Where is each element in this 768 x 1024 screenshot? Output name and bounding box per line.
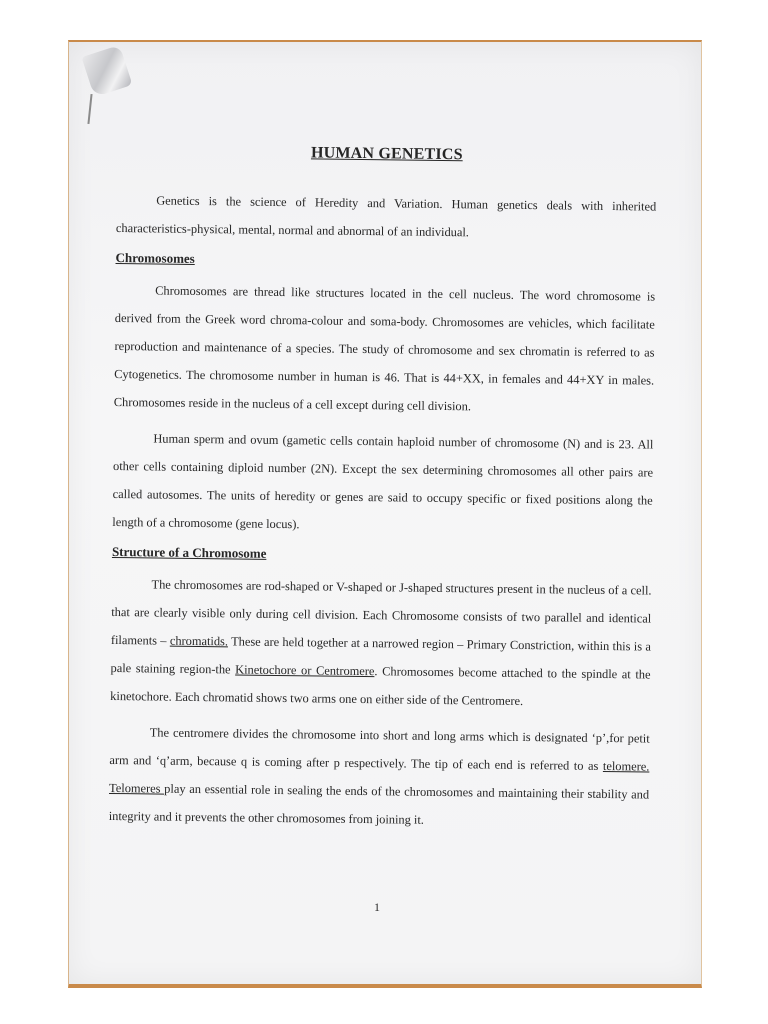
structure-text-b: These are held together at a narrowed region – Primary Constriction, within this is a pale staining region-the bbox=[110, 634, 651, 677]
pen-mark bbox=[87, 94, 92, 124]
intro-paragraph: Genetics is the science of Heredity and Variation. Human genetics deals with inherited characteristics-physical, mental, normal and abnormal of an individual. bbox=[115, 193, 657, 240]
structure-paragraph-1 bbox=[110, 570, 652, 717]
chromosomes-paragraph-1: Chromosomes are thread like structures located in the cell nucleus. The word chromosome is derived from the Greek word chroma-colour and soma-body. Chromosomes are vehicles, which facilitate reproduction and maintenance of a species. The study of chromosome and sex chromatin is referred to as Cytogenetics. The chromosome number in human is 46. That is 44+XX, in females and 44+XY in males. Chromosomes reside in the nucleus of a cell except during cell division. bbox=[113, 283, 656, 414]
staple-icon bbox=[81, 45, 132, 97]
structure-text-d: The centromere divides the chromosome into short and long arms which is designated ‘p’,for petit arm and ‘q’arm, because q is coming after p respectively. The tip of each end is referred to as bbox=[109, 725, 650, 773]
page-text bbox=[108, 142, 656, 845]
chromosomes-paragraph-2: Human sperm and ovum (gametic cells contain haploid number of chromosome (N) and is 23. All other cells containing diploid number (2N). Except the sex determining chromosomes all other pairs are called autosomes. The units of heredity or genes are said to occupy specific or fixed positions along the length of a chromosome (gene locus). bbox=[112, 431, 654, 532]
section-heading-structure: Structure of a Chromosome bbox=[111, 543, 267, 561]
term-chromatids: chromatids. bbox=[169, 633, 229, 649]
document-page bbox=[68, 40, 702, 988]
term-telomere: telomere. bbox=[602, 758, 650, 774]
section-heading-chromosomes: Chromosomes bbox=[115, 249, 195, 266]
page-title: HUMAN GENETICS bbox=[310, 144, 463, 164]
term-centromere: Kinetochore or Centromere bbox=[235, 662, 375, 679]
structure-paragraph-2 bbox=[109, 718, 650, 837]
structure-text-e: play an essential role in sealing the ends of the chromosomes and maintaining their stability and integrity and it prevents the other chromosomes from joining it. bbox=[108, 781, 650, 827]
term-telomeres: Telomeres bbox=[109, 780, 165, 796]
structure-text-a: The chromosomes are rod-shaped or V-shaped or J-shaped structures present in the nucleus of a cell. that are clearly visible only during cell division. Each Chromosome consists of two parallel and identical filaments – bbox=[110, 577, 652, 648]
structure-text-c: . Chromosomes become attached to the spindle at the kinetochore. Each chromatid shows two arms one on either side of the Centromere. bbox=[110, 664, 651, 709]
page-number: 1 bbox=[374, 900, 380, 914]
